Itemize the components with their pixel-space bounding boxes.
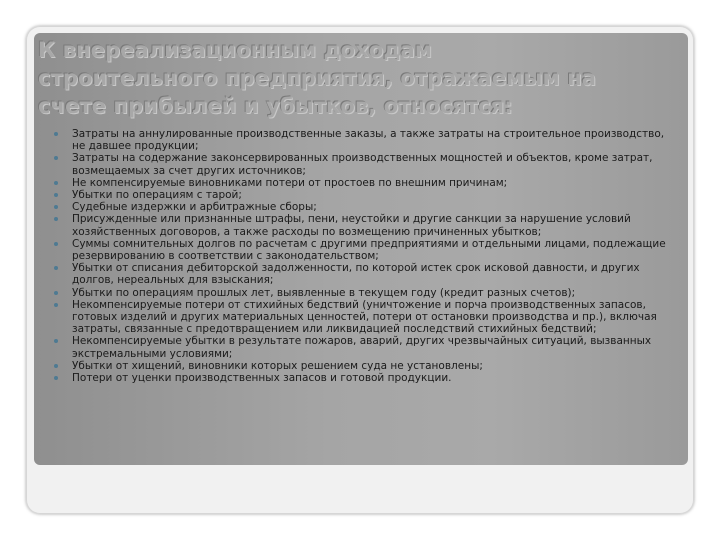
bullet-icon [54, 291, 58, 295]
bullet-icon [54, 242, 58, 246]
bullet-icon [54, 156, 58, 160]
list-item [52, 238, 680, 262]
bullet-icon [54, 205, 58, 209]
bullet-icon [54, 376, 58, 380]
list-item-text: Убытки по операциям прошлых лет, выявленные в текущем году (кредит разных счетов); [72, 286, 576, 299]
list-item [52, 262, 680, 286]
list-item [52, 152, 680, 176]
list-item [52, 128, 680, 152]
bullet-icon [54, 303, 58, 307]
list-item [52, 177, 680, 189]
list-item [52, 213, 680, 237]
list-item-text: Затраты на аннулированные производственные заказы, а также затраты на строительное производство, не давшее продукции; [72, 128, 665, 153]
list-item-text: Убытки от хищений, виновники которых решением суда не установлены; [72, 359, 483, 372]
bullet-icon [54, 339, 58, 343]
bullet-icon [54, 132, 58, 136]
list-item-text: Некомпенсируемые потери от стихийных бедствий (уничтожение и порча производственных запасов, готовых изделий и других материальных ценностей, потери от остановки производства и пр.), включая затраты, связанные с предотвращением или ликвидацией последствий стихийных бедствий; [72, 298, 657, 336]
list-item-text: Суммы сомнительных долгов по расчетам с другими предприятиями и отдельными лицами, подлежащие резервированию в соответствии с законодательством; [72, 237, 666, 263]
bullet-list [52, 128, 680, 384]
list-item-text: Не компенсируемые виновниками потери от простоев по внешним причинам; [72, 176, 508, 189]
list-item [52, 335, 680, 359]
slide-title: К внереализационным доходам строительного предприятия, отражаемым на счете прибылей и убытков, относятся: [38, 38, 597, 118]
list-item [52, 372, 680, 384]
list-item [52, 189, 680, 201]
bullet-icon [54, 266, 58, 270]
list-item [52, 299, 680, 336]
list-item-text: Потери от уценки производственных запасов и готовой продукции. [72, 372, 452, 385]
list-item [52, 201, 680, 213]
list-item-text: Убытки от списания дебиторской задолженности, по которой истек срок исковой давности, и других долгов, нереальных для взыскания; [72, 262, 640, 287]
bullet-icon [54, 181, 58, 185]
list-item-text: Судебные издержки и арбитражные сборы; [72, 201, 317, 214]
bullet-icon [54, 364, 58, 368]
list-item-text: Некомпенсируемые убытки в результате пожаров, аварий, других чрезвычайных ситуаций, вызванных экстремальными условиями; [72, 335, 652, 360]
list-item [52, 360, 680, 372]
list-item [52, 287, 680, 299]
list-item-text: Присужденные или признанные штрафы, пени, неустойки и другие санкции за нарушение условий хозяйственных договоров, а также расходы по возмещению причиненных убытков; [72, 213, 631, 238]
bullet-icon [54, 193, 58, 197]
bullet-icon [54, 217, 58, 221]
list-item-text: Затраты на содержание законсервированных производственных мощностей и объектов, кроме затрат, возмещаемых за счет других источников; [72, 152, 653, 177]
list-item-text: Убытки по операциям с тарой; [72, 189, 242, 202]
